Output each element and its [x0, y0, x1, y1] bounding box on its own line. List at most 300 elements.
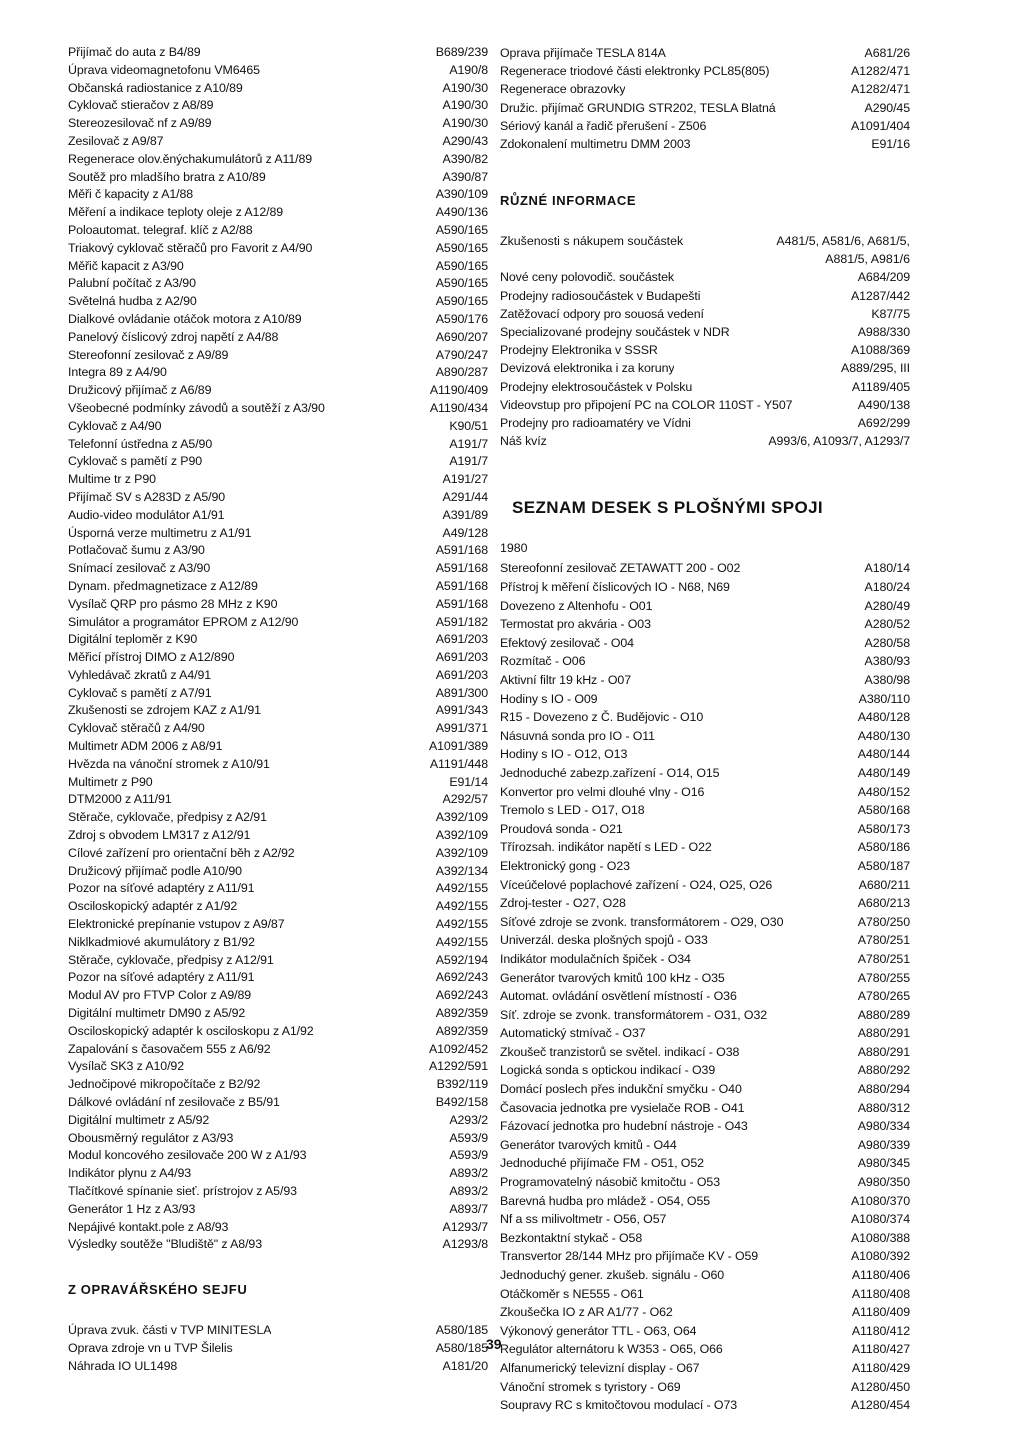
entry-reference: A1282/471: [850, 82, 910, 97]
entry-title: Zkušenosti se zdrojem KAZ z A1/91: [68, 703, 261, 718]
index-entry: [68, 311, 488, 329]
index-entry: [68, 1219, 488, 1237]
index-entry: [68, 347, 488, 365]
index-entry: [68, 649, 488, 667]
entry-reference: A392/109: [435, 810, 488, 825]
entry-reference: A590/165: [435, 258, 488, 273]
entry-title: Regenerace triodové části elektronky PCL85(805): [500, 64, 770, 79]
entry-title: Multimetr z P90: [68, 774, 153, 789]
entry-reference: A1190/409: [429, 383, 488, 398]
entry-reference: A991/371: [435, 721, 488, 736]
index-entry: [68, 151, 488, 169]
index-entry: [500, 1340, 910, 1359]
entry-reference: A190/30: [442, 116, 488, 131]
entry-title: Cyklovač s pamětí z A7/91: [68, 685, 212, 700]
entry-reference: A590/176: [435, 311, 488, 326]
entry-title: Rozmítač - O06: [500, 654, 586, 669]
entry-reference: A893/7: [449, 1201, 488, 1216]
entry-title: Nf a ss milivoltmetr - O56, O57: [500, 1212, 667, 1227]
entry-title: Prodejny Elektronika v SSSR: [500, 343, 658, 358]
entry-title: Přijímač SV s A283D z A5/90: [68, 489, 226, 504]
entry-title: Regenerace olov.ěnýchakumulátorů z A11/89: [68, 151, 313, 166]
entry-reference: A580/186: [857, 840, 910, 855]
index-entry: [68, 1358, 488, 1376]
index-entry: [68, 987, 488, 1005]
entry-reference: A680/213: [857, 896, 910, 911]
entry-title: Stereofonní zesilovač z A9/89: [68, 347, 229, 362]
entry-reference: A580/173: [857, 821, 910, 836]
index-entry: [500, 268, 910, 286]
entry-title: Vánoční stromek s tyristory - O69: [500, 1379, 681, 1394]
index-entry: [68, 293, 488, 311]
index-entry: [68, 1340, 488, 1358]
entry-reference: E91/14: [449, 774, 488, 789]
entry-title: Panelový číslicový zdroj napětí z A4/88: [68, 329, 279, 344]
entry-title: Zapalování s časovačem 555 z A6/92: [68, 1041, 271, 1056]
entry-title: Fázovací jednotka pro hudební nástroje - O43: [500, 1119, 748, 1134]
entry-title: Palubní počítač z A3/90: [68, 276, 196, 291]
index-entry: [68, 275, 488, 293]
entry-title: Zkoušeč tranzistorů se světel. indikací - O38: [500, 1044, 740, 1059]
entry-title: Úprava zvuk. části v TVP MINITESLA: [68, 1323, 272, 1338]
entry-title: Osciloskopický adaptér z A1/92: [68, 899, 238, 914]
entry-reference: A1292/591: [428, 1059, 488, 1074]
entry-title: R15 - Dovezeno z Č. Budějovic - O10: [500, 710, 704, 725]
entry-reference: A691/203: [435, 650, 488, 665]
entry-reference: A1088/369: [850, 343, 910, 358]
index-entry: [500, 559, 910, 578]
entry-title: Měření a indikace teploty oleje z A12/89: [68, 205, 284, 220]
entry-title: Všeobecné podmínky závodů a soutěží z A3/90: [68, 400, 325, 415]
entry-reference: A480/152: [857, 784, 910, 799]
index-entry: [500, 597, 910, 616]
entry-reference: A892/359: [435, 1006, 488, 1021]
index-entry: [68, 62, 488, 80]
left-entry-list: [68, 44, 488, 1254]
index-entry: [500, 838, 910, 857]
index-entry: [500, 913, 910, 932]
entry-title: Úprava videomagnetofonu VM6465: [68, 62, 260, 77]
index-entry: [68, 774, 488, 792]
entry-title: Hvězda na vánoční stromek z A10/91: [68, 756, 270, 771]
index-entry: [68, 685, 488, 703]
entry-title: Efektový zesilovač - O04: [500, 635, 634, 650]
entry-title: Elektronický gong - O23: [500, 858, 630, 873]
entry-reference: A492/155: [435, 881, 488, 896]
entry-reference: A692/299: [857, 416, 910, 431]
index-entry: [500, 1285, 910, 1304]
index-entry: [500, 1043, 910, 1062]
entry-reference: A980/339: [857, 1137, 910, 1152]
entry-title: Vysílač SK3 z A10/92: [68, 1059, 185, 1074]
index-entry: [68, 489, 488, 507]
entry-reference: A1293/8: [442, 1237, 488, 1252]
entry-reference: A390/87: [442, 169, 488, 184]
index-entry: [68, 614, 488, 632]
entry-title: Generátor 1 Hz z A3/93: [68, 1201, 196, 1216]
index-entry: [68, 1058, 488, 1076]
entry-title: Výsledky soutěže "Bludiště" z A8/93: [68, 1237, 263, 1252]
entry-reference: A290/45: [864, 100, 910, 115]
index-entry: [68, 952, 488, 970]
entry-title: Alfanumerický televizní display - O67: [500, 1360, 700, 1375]
index-entry: [68, 578, 488, 596]
entry-title: Soupravy RC s kmitočtovou modulací - O73: [500, 1398, 738, 1413]
entry-reference: A890/287: [435, 365, 488, 380]
index-entry: [68, 667, 488, 685]
index-entry: [68, 240, 488, 258]
index-entry: [68, 1147, 488, 1165]
entry-reference: A880/292: [857, 1063, 910, 1078]
entry-title: Tremolo s LED - O17, O18: [500, 803, 645, 818]
entry-reference: A681/26: [864, 46, 910, 60]
entry-reference: A1287/442: [850, 288, 910, 303]
entry-title: Přístroj k měření číslicových IO - N68, N69: [500, 580, 730, 595]
entry-title: Zkoušečka IO z AR A1/77 - O62: [500, 1305, 673, 1320]
entry-reference: A1180/406: [851, 1268, 910, 1282]
index-entry: [68, 916, 488, 934]
entry-title: Indikátor modulačních špiček - O34: [500, 951, 691, 966]
index-entry: [68, 44, 488, 62]
entry-reference: A980/350: [857, 1175, 910, 1190]
index-entry: [68, 631, 488, 649]
index-entry: [500, 1061, 910, 1080]
index-entry: [68, 1005, 488, 1023]
index-entry: [500, 801, 910, 820]
index-entry: [68, 169, 488, 187]
entry-title: Zdokonalení multimetru DMM 2003: [500, 137, 691, 152]
entry-reference: A391/89: [442, 507, 488, 522]
entry-reference: A780/251: [857, 951, 910, 966]
index-entry: [68, 382, 488, 400]
entry-title: Otáčkoměr s NE555 - O61: [500, 1286, 644, 1301]
entry-title: Regulátor alternátoru k W353 - O65, O66: [500, 1342, 723, 1357]
entry-reference: A480/144: [857, 747, 910, 762]
entry-title: Devizová elektronika i za koruny: [500, 361, 675, 376]
index-entry: [500, 117, 910, 135]
index-entry: [68, 204, 488, 222]
entry-title: Digitální multimetr z A5/92: [68, 1112, 210, 1127]
entry-reference: A991/343: [435, 703, 488, 718]
index-entry: [68, 1322, 488, 1340]
entry-reference: A181/20: [442, 1358, 488, 1373]
entry-reference: B492/158: [435, 1095, 488, 1110]
entry-title: Cyklovač s pamětí z P90: [68, 454, 203, 469]
entry-reference: A380/98: [864, 673, 910, 687]
entry-reference: A1091/389: [428, 739, 488, 754]
index-entry: [500, 323, 910, 341]
entry-title: Zdroj-tester - O27, O28: [500, 896, 626, 911]
entry-title: Aktivní filtr 19 kHz - O07: [500, 673, 631, 687]
index-entry: [500, 727, 910, 746]
entry-reference: A480/130: [857, 728, 910, 743]
entry-title: Časovacia jednotka pre vysielače ROB - O41: [500, 1100, 745, 1115]
entry-title: Konvertor pro velmi dlouhé vlny - O16: [500, 784, 705, 799]
entry-title: Niklkadmiové akumulátory z B1/92: [68, 934, 255, 949]
entry-title: Výkonový generátor TTL - O63, O64: [500, 1323, 697, 1338]
entry-reference: A1080/392: [850, 1249, 910, 1264]
sejf-heading: Z OPRAVÁŘSKÉHO SEJFU: [68, 1282, 248, 1298]
entry-reference: A790/247: [435, 347, 488, 362]
index-entry: [500, 414, 910, 432]
entry-title: Družic. přijímač GRUNDIG STR202, TESLA Blatná: [500, 100, 776, 115]
entry-reference: A392/109: [435, 828, 488, 843]
entry-reference: A880/291: [857, 1026, 910, 1041]
entry-title: Cyklovač z A4/90: [68, 418, 162, 433]
index-entry: [68, 969, 488, 987]
entry-title: Triakový cyklovač stěračů pro Favorit z A4/90: [68, 240, 313, 255]
index-entry: [500, 783, 910, 802]
entry-reference: A49/128: [442, 525, 488, 540]
right-top-entry-list: [500, 44, 910, 153]
entry-reference: A680/211: [858, 877, 910, 892]
index-entry: [68, 222, 488, 240]
index-entry: [68, 80, 488, 98]
index-entry: [500, 1229, 910, 1248]
entry-title: Stěrače, cyklovače, předpisy z A12/91: [68, 952, 274, 967]
index-entry: [68, 863, 488, 881]
entry-reference: A880/289: [857, 1007, 910, 1022]
index-entry: [68, 1076, 488, 1094]
entry-reference: A191/7: [449, 436, 488, 451]
index-entry: [500, 987, 910, 1006]
ruzne-entry-list: [500, 268, 910, 450]
entry-reference: A1180/408: [851, 1286, 910, 1301]
entry-title: Vysílač QRP pro pásmo 28 MHz z K90: [68, 596, 278, 611]
entry-title: Oprava přijímače TESLA 814A: [500, 46, 666, 60]
entry-title: Třírozsah. indikátor napětí s LED - O22: [500, 840, 712, 855]
entry-title: Občanská radiostanice z A10/89: [68, 80, 243, 95]
index-entry: [68, 1130, 488, 1148]
entry-reference: K90/51: [449, 418, 488, 433]
entry-reference: A580/185: [435, 1340, 488, 1355]
entry-reference: A593/9: [449, 1148, 488, 1163]
index-entry: [500, 1024, 910, 1043]
entry-title: Přijímač do auta z B4/89: [68, 45, 201, 59]
entry-title: Generátor tvarových kmitů - O44: [500, 1137, 677, 1152]
index-entry: [68, 1201, 488, 1219]
index-entry: [500, 764, 910, 783]
entry-reference: A591/182: [435, 614, 488, 629]
entry-reference: E91/16: [871, 137, 910, 152]
entry-title: Světelná hudba z A2/90: [68, 294, 197, 309]
index-entry: [500, 690, 910, 709]
index-entry: [68, 364, 488, 382]
index-entry: [68, 934, 488, 952]
entry-title: Prodejny radiosoučástek v Budapešti: [500, 288, 701, 303]
entry-reference: A1092/452: [428, 1041, 488, 1056]
entry-reference: A880/291: [857, 1044, 910, 1059]
index-entry: [500, 135, 910, 153]
entry-title: Stereozesilovač nf z A9/89: [68, 116, 212, 131]
index-entry: [68, 756, 488, 774]
entry-reference: A1190/434: [429, 400, 488, 415]
index-entry: [500, 1396, 910, 1415]
entry-reference: A780/265: [857, 989, 910, 1004]
entry-title: Digitální teploměr z K90: [68, 632, 198, 647]
entry-reference: A492/155: [435, 934, 488, 949]
entry-title: Proudová sonda - O21: [500, 821, 623, 836]
entry-reference: A292/57: [442, 792, 488, 807]
entry-title: Digitální multimetr DM90 z A5/92: [68, 1006, 246, 1021]
entry-title: Univerzál. deska plošných spojů - O33: [500, 933, 708, 948]
entry-title: Vyhledávač zkratů z A4/91: [68, 667, 212, 682]
entry-title: Násuvná sonda pro IO - O11: [500, 728, 655, 743]
entry-reference: A280/49: [864, 598, 910, 613]
entry-reference: A1091/404: [850, 118, 910, 133]
entry-reference: A580/168: [857, 803, 910, 818]
index-entry: [500, 341, 910, 359]
entry-title: DTM2000 z A11/91: [68, 792, 172, 807]
entry-reference: A1180/412: [851, 1323, 910, 1338]
index-entry: [500, 1117, 910, 1136]
entry-reference: K87/75: [871, 306, 910, 321]
entry-reference: A980/345: [857, 1156, 910, 1171]
index-entry: [500, 894, 910, 913]
entry-title: Generátor tvarových kmitů 100 kHz - O35: [500, 970, 725, 985]
entry-title: Družicový přijímač z A6/89: [68, 383, 212, 398]
entry-title: Jednočipové mikropočítače z B2/92: [68, 1077, 261, 1092]
entry-reference: A380/110: [858, 691, 910, 706]
entry-reference: A591/168: [435, 543, 488, 558]
entry-reference: A691/203: [435, 632, 488, 647]
entry-reference: A490/138: [857, 397, 910, 412]
entry-title: Programovatelný násobič kmitočtu - O53: [500, 1175, 721, 1190]
entry-reference: A1080/374: [850, 1212, 910, 1227]
entry-reference: A1080/388: [850, 1230, 910, 1245]
index-entry: [68, 827, 488, 845]
index-entry: [500, 1006, 910, 1025]
index-entry: [68, 436, 488, 454]
index-entry: [68, 596, 488, 614]
entry-reference: A1280/450: [850, 1379, 910, 1394]
index-entry: [500, 1247, 910, 1266]
entry-reference: B392/119: [436, 1077, 488, 1092]
entry-title: Měřicí přístroj DIMO z A12/890: [68, 650, 235, 665]
entry-reference: A280/58: [864, 635, 910, 650]
desek-entry-list: [500, 559, 910, 1414]
entry-reference: A988/330: [857, 325, 910, 340]
entry-reference: A1180/427: [851, 1342, 910, 1357]
entry-ref-line-1: A481/5, A581/6, A681/5,: [776, 234, 910, 249]
entry-title: Síťové zdroje se zvonk. transformátorem - O29, O30: [500, 914, 784, 929]
index-entry: [68, 97, 488, 115]
entry-title: Dovezeno z Altenhofu - O01: [500, 598, 653, 613]
entry-title: Družicový přijímač podle A10/90: [68, 863, 242, 878]
entry-reference: A191/27: [442, 472, 488, 487]
entry-title: Hodiny s IO - O09: [500, 691, 598, 706]
entry-title: Videovstup pro připojení PC na COLOR 110ST - Y507: [500, 397, 793, 412]
entry-title: Barevná hudba pro mládež - O54, O55: [500, 1193, 711, 1208]
index-entry: [68, 809, 488, 827]
entry-reference: A684/209: [857, 270, 910, 285]
index-entry: [68, 898, 488, 916]
index-entry: [500, 378, 910, 396]
entry-reference: A190/30: [442, 98, 488, 113]
entry-reference: A691/203: [435, 667, 488, 682]
index-entry: [500, 1303, 910, 1322]
entry-reference: B689/239: [435, 45, 488, 59]
entry-reference: A492/155: [435, 917, 488, 932]
entry-title: Zdroj s obvodem LM317 z A12/91: [68, 828, 251, 843]
entry-title: Multime tr z P90: [68, 472, 156, 487]
entry-title: Cyklovač stieračov z A8/89: [68, 98, 214, 113]
index-entry: [500, 432, 910, 450]
index-entry: [68, 115, 488, 133]
index-entry: [500, 1192, 910, 1211]
entry-reference: A293/2: [449, 1112, 488, 1127]
entry-title: Dialkové ovládanie otáčok motora z A10/89: [68, 311, 302, 326]
entry-title: Měřič kapacit z A3/90: [68, 258, 184, 273]
entry-title: Jednoduché přijímače FM - O51, O52: [500, 1156, 704, 1171]
entry-reference: A880/312: [857, 1100, 910, 1115]
index-entry: [500, 1322, 910, 1341]
entry-reference: A180/14: [864, 561, 910, 576]
entry-title: Bezkontaktní stykač - O58: [500, 1230, 643, 1245]
entry-title: Audio-video modulátor A1/91: [68, 507, 225, 522]
entry-title: Zatěžovací odpory pro souosá vedení: [500, 306, 704, 321]
entry-reference: A480/149: [857, 765, 910, 780]
entry-ref-line-2: A881/5, A981/6: [825, 251, 910, 266]
entry-title: Měři č kapacity z A1/88: [68, 187, 194, 202]
entry-reference: A390/109: [435, 187, 488, 202]
desek-year: 1980: [500, 541, 528, 556]
entry-title: Oprava zdroje vn u TVP Šilelis: [68, 1340, 233, 1355]
entry-title: Snímací zesilovač z A3/90: [68, 561, 211, 576]
entry-reference: A880/294: [857, 1082, 910, 1097]
entry-title: Zkušenosti s nákupem součástek: [500, 234, 684, 249]
page-number: 39: [486, 1336, 502, 1352]
entry-title: Cílové zařízení pro orientační běh z A2/92: [68, 845, 295, 860]
index-entry: [68, 1023, 488, 1041]
entry-title: Nové ceny polovodič. součástek: [500, 270, 675, 285]
entry-reference: A889/295, III: [841, 361, 910, 376]
index-entry: [68, 418, 488, 436]
entry-reference: A590/165: [435, 240, 488, 255]
index-entry: [68, 453, 488, 471]
entry-reference: A380/93: [864, 654, 910, 669]
entry-reference: A590/165: [435, 222, 488, 237]
entry-title: Hodiny s IO - O12, O13: [500, 747, 628, 762]
entry-title: Prodejny elektrosoučástek v Polsku: [500, 379, 693, 394]
index-entry: [500, 99, 910, 117]
index-entry: [500, 396, 910, 414]
entry-references: [776, 233, 910, 268]
index-entry: [68, 1041, 488, 1059]
entry-reference: A893/2: [449, 1166, 488, 1181]
entry-reference: A190/30: [442, 80, 488, 95]
entry-title: Domácí poslech přes indukční smyčku - O40: [500, 1082, 742, 1097]
index-entry: [500, 950, 910, 969]
entry-title: Obousměrný regulátor z A3/93: [68, 1130, 234, 1145]
index-entry: [68, 258, 488, 276]
index-entry: [500, 62, 910, 80]
index-entry: [500, 1080, 910, 1099]
entry-title: Indikátor plynu z A4/93: [68, 1166, 192, 1181]
index-entry: [500, 1136, 910, 1155]
entry-reference: A590/165: [435, 294, 488, 309]
entry-reference: A780/250: [857, 914, 910, 929]
entry-reference: A591/168: [435, 561, 488, 576]
entry-title: Modul AV pro FTVP Color z A9/89: [68, 988, 252, 1003]
entry-title: Dálkové ovládání nf zesilovače z B5/91: [68, 1095, 280, 1110]
entry-title: Multimetr ADM 2006 z A8/91: [68, 739, 223, 754]
entry-title: Telefonní ústředna z A5/90: [68, 436, 213, 451]
index-entry: [68, 1183, 488, 1201]
entry-title: Pozor na síťové adaptéry z A11/91: [68, 970, 255, 985]
index-entry: [500, 1173, 910, 1192]
entry-reference: A1180/429: [851, 1360, 910, 1375]
